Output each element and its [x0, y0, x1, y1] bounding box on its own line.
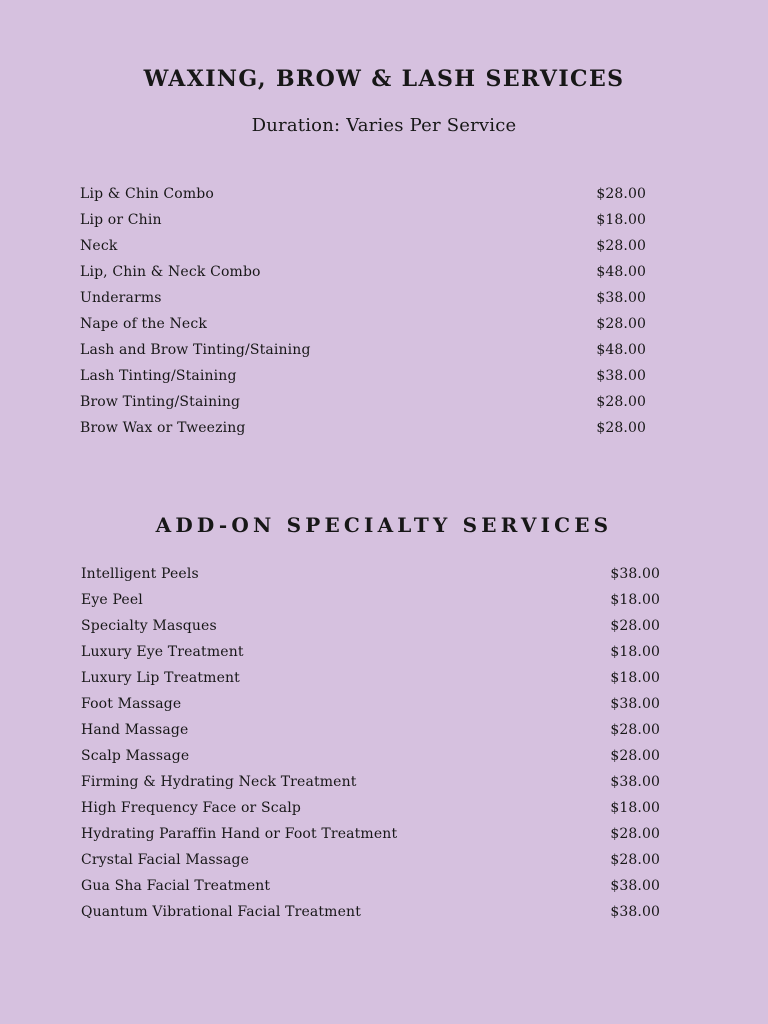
- service-name: Luxury Lip Treatment: [81, 670, 240, 686]
- waxing-service-list: [80, 184, 646, 444]
- service-name: Lip, Chin & Neck Combo: [80, 264, 261, 280]
- service-price: $48.00: [596, 342, 646, 358]
- service-price: $38.00: [596, 290, 646, 306]
- service-name: Gua Sha Facial Treatment: [81, 878, 271, 894]
- service-row: [81, 694, 660, 720]
- service-row: [80, 210, 646, 236]
- service-name: Crystal Facial Massage: [81, 852, 250, 868]
- service-price: $28.00: [596, 420, 646, 436]
- service-row: [81, 850, 660, 876]
- service-price: $28.00: [610, 826, 660, 842]
- service-row: [81, 772, 660, 798]
- service-price: $28.00: [596, 394, 646, 410]
- service-price: $18.00: [610, 670, 660, 686]
- service-row: [81, 616, 660, 642]
- service-name: High Frequency Face or Scalp: [81, 800, 301, 816]
- service-name: Luxury Eye Treatment: [81, 644, 244, 660]
- service-row: [80, 184, 646, 210]
- service-price: $18.00: [610, 800, 660, 816]
- service-price: $18.00: [610, 644, 660, 660]
- service-name: Quantum Vibrational Facial Treatment: [81, 904, 361, 920]
- service-price: $38.00: [610, 878, 660, 894]
- service-row: [80, 340, 646, 366]
- service-row: [81, 720, 660, 746]
- service-row: [80, 288, 646, 314]
- service-row: [80, 392, 646, 418]
- service-row: [80, 366, 646, 392]
- service-price: $28.00: [596, 316, 646, 332]
- service-price: $38.00: [610, 566, 660, 582]
- service-name: Intelligent Peels: [81, 566, 199, 582]
- service-price: $28.00: [610, 618, 660, 634]
- service-name: Hand Massage: [81, 722, 189, 738]
- service-row: [81, 590, 660, 616]
- service-price: $38.00: [610, 774, 660, 790]
- service-name: Nape of the Neck: [80, 316, 207, 332]
- service-row: [81, 642, 660, 668]
- service-row: [81, 902, 660, 928]
- service-name: Firming & Hydrating Neck Treatment: [81, 774, 357, 790]
- service-name: Specialty Masques: [81, 618, 217, 634]
- service-price: $28.00: [596, 238, 646, 254]
- service-name: Foot Massage: [81, 696, 182, 712]
- waxing-section-title: WAXING, BROW & LASH SERVICES: [143, 66, 625, 92]
- addon-service-list: [81, 564, 660, 928]
- service-name: Scalp Massage: [81, 748, 190, 764]
- service-row: [81, 746, 660, 772]
- service-row: [81, 798, 660, 824]
- waxing-duration-text: Duration: Varies Per Service: [251, 115, 517, 136]
- service-name: Neck: [80, 238, 118, 254]
- service-row: [80, 262, 646, 288]
- service-row: [80, 314, 646, 340]
- service-price: $38.00: [610, 904, 660, 920]
- service-name: Lip & Chin Combo: [80, 186, 214, 202]
- service-price: $38.00: [596, 368, 646, 384]
- service-name: Lash and Brow Tinting/Staining: [80, 342, 311, 358]
- service-row: [81, 824, 660, 850]
- service-price: $48.00: [596, 264, 646, 280]
- service-name: Lash Tinting/Staining: [80, 368, 237, 384]
- service-price: $28.00: [610, 748, 660, 764]
- service-name: Brow Wax or Tweezing: [80, 420, 246, 436]
- service-price: $18.00: [596, 212, 646, 228]
- service-price: $28.00: [610, 852, 660, 868]
- service-name: Eye Peel: [81, 592, 143, 608]
- service-row: [81, 876, 660, 902]
- service-price: $28.00: [610, 722, 660, 738]
- service-name: Lip or Chin: [80, 212, 162, 228]
- service-name: Hydrating Paraffin Hand or Foot Treatment: [81, 826, 398, 842]
- service-name: Underarms: [80, 290, 162, 306]
- addon-section-title: ADD-ON SPECIALTY SERVICES: [155, 513, 613, 537]
- service-row: [81, 668, 660, 694]
- service-price: $18.00: [610, 592, 660, 608]
- service-price: $28.00: [596, 186, 646, 202]
- service-name: Brow Tinting/Staining: [80, 394, 241, 410]
- service-row: [80, 236, 646, 262]
- service-price: $38.00: [610, 696, 660, 712]
- service-row: [81, 564, 660, 590]
- service-row: [80, 418, 646, 444]
